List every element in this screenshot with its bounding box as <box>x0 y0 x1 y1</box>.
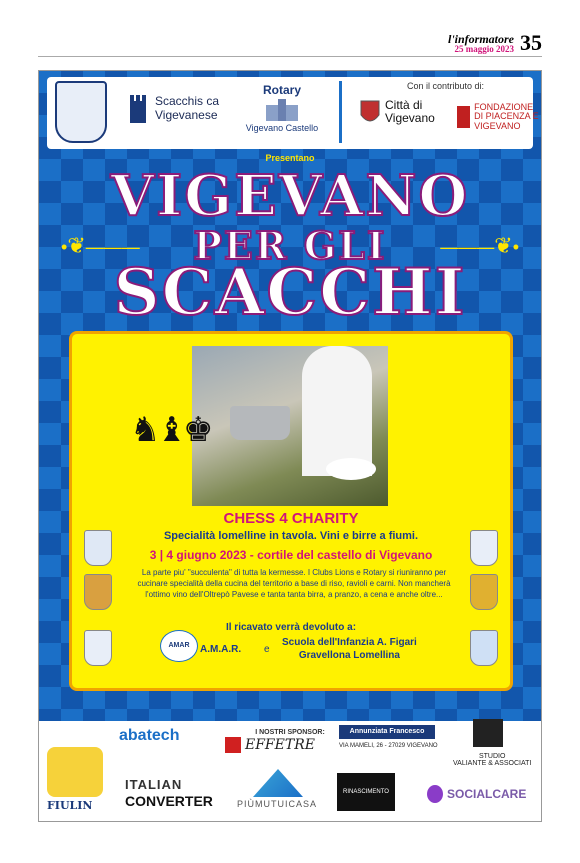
advertisement <box>38 70 542 822</box>
rotary-name: Rotary <box>262 83 301 97</box>
castle-icon <box>262 97 302 121</box>
presentano-label: Presentano <box>265 153 315 163</box>
city-crest-icon <box>359 97 381 127</box>
side-logo-left-2 <box>84 574 112 610</box>
sponsors-title: I NOSTRI SPONSOR: <box>255 729 325 736</box>
fondazione-logo <box>457 103 542 131</box>
event-title: CHESS 4 CHARITY <box>223 510 359 527</box>
side-logo-left-3 <box>84 630 112 666</box>
logo-divider <box>339 81 342 143</box>
fondazione-label: FONDAZIONE DI PIACENZA E VIGEVANO <box>474 102 539 131</box>
annunziata-address: VIA MAMELI, 26 - 27029 VIGEVANO <box>339 743 438 749</box>
event-panel <box>69 331 513 691</box>
sponsor-italian: ITALIAN <box>125 777 183 792</box>
plate <box>326 458 376 480</box>
fondazione-icon <box>457 106 470 128</box>
scuola-beneficiary: Scuola dell'Infanzia A. Figari Gravellona Lomellina <box>282 637 417 661</box>
logo-bar <box>47 77 539 149</box>
rotary-logo <box>242 83 322 133</box>
header-divider <box>38 56 542 57</box>
title-vigevano: VIGEVANO <box>110 163 470 229</box>
citta-vigevano-logo <box>359 97 435 127</box>
sponsor-annunziata: Annunziata Francesco <box>339 725 435 739</box>
title-scacchi: SCACCHI <box>113 255 467 330</box>
sponsor-converter: CONVERTER <box>125 793 213 809</box>
chef-figure <box>302 346 372 476</box>
event-date: 3 | 4 giugno 2023 - cortile del castello di Vigevano <box>149 548 433 562</box>
specialita-text: Specialità lomelline in tavola. Vini e birre a fiumi. <box>163 530 419 542</box>
chess-pieces-icon: ♞♝♚ <box>130 411 210 449</box>
page-number: 35 <box>520 30 542 55</box>
citta-label: Città di Vigevano <box>385 97 435 125</box>
socialcare-icon <box>427 785 443 803</box>
amar-logo: AMAR <box>160 630 198 662</box>
amar-beneficiary: A.M.A.R. <box>200 644 242 655</box>
piumutui-icon <box>253 769 303 797</box>
sponsor-socialcare: SOCIALCARE <box>447 787 527 801</box>
scacchis-label: Scacchis ca Vigevanese <box>155 94 220 122</box>
conjunction: e <box>264 644 270 655</box>
sponsor-valiante: STUDIO VALIANTE & ASSOCIATI <box>453 753 532 767</box>
ornament-right-icon: ———❦• <box>440 233 519 258</box>
sponsor-piumutui: PIÙMUTUICASA <box>237 799 318 809</box>
event-description: La parte piu' "succulenta" di tutta la kermesse. I Clubs Lions e Rotary si riuniranno per cucinare specialità della cucina del territorio a base di riso, ravioli e carni. Non mancherà l'ottimo vino dell'Oltrepò Pavese e tanta tanta birra, a pranzo, a cena e anche oltre... <box>137 568 451 599</box>
ricavato-label: Il ricavato verrà devoluto a: <box>225 622 357 633</box>
issue-date: 25 maggio 2023 <box>454 43 514 54</box>
side-logo-right-2 <box>470 574 498 610</box>
sponsor-effetre: EFFETRE <box>245 737 315 753</box>
sponsor-fiulin: FIULIN <box>47 799 93 812</box>
sponsor-rinascimento: RINASCIMENTO <box>337 773 395 811</box>
cooking-pot <box>230 406 290 440</box>
rotary-place: Vigevano Castello <box>245 123 319 133</box>
scacchis-logo <box>127 93 219 123</box>
publication-name: l'informatore <box>447 31 514 46</box>
chess-tower-icon <box>127 93 149 123</box>
lions-club-logo <box>55 81 107 143</box>
page-header <box>448 30 542 56</box>
fiulin-mascot-icon <box>47 747 103 797</box>
side-logo-right-3 <box>470 630 498 666</box>
effetre-icon <box>225 737 241 753</box>
contributo-label: Con il contributo di: <box>407 81 485 91</box>
sponsor-abatech: abatech <box>119 727 180 744</box>
valiante-icon <box>473 719 503 747</box>
event-photo <box>192 346 388 506</box>
title-per-gli: PER GLI <box>193 223 387 268</box>
ornament-left-icon: •❦——— <box>61 233 140 258</box>
